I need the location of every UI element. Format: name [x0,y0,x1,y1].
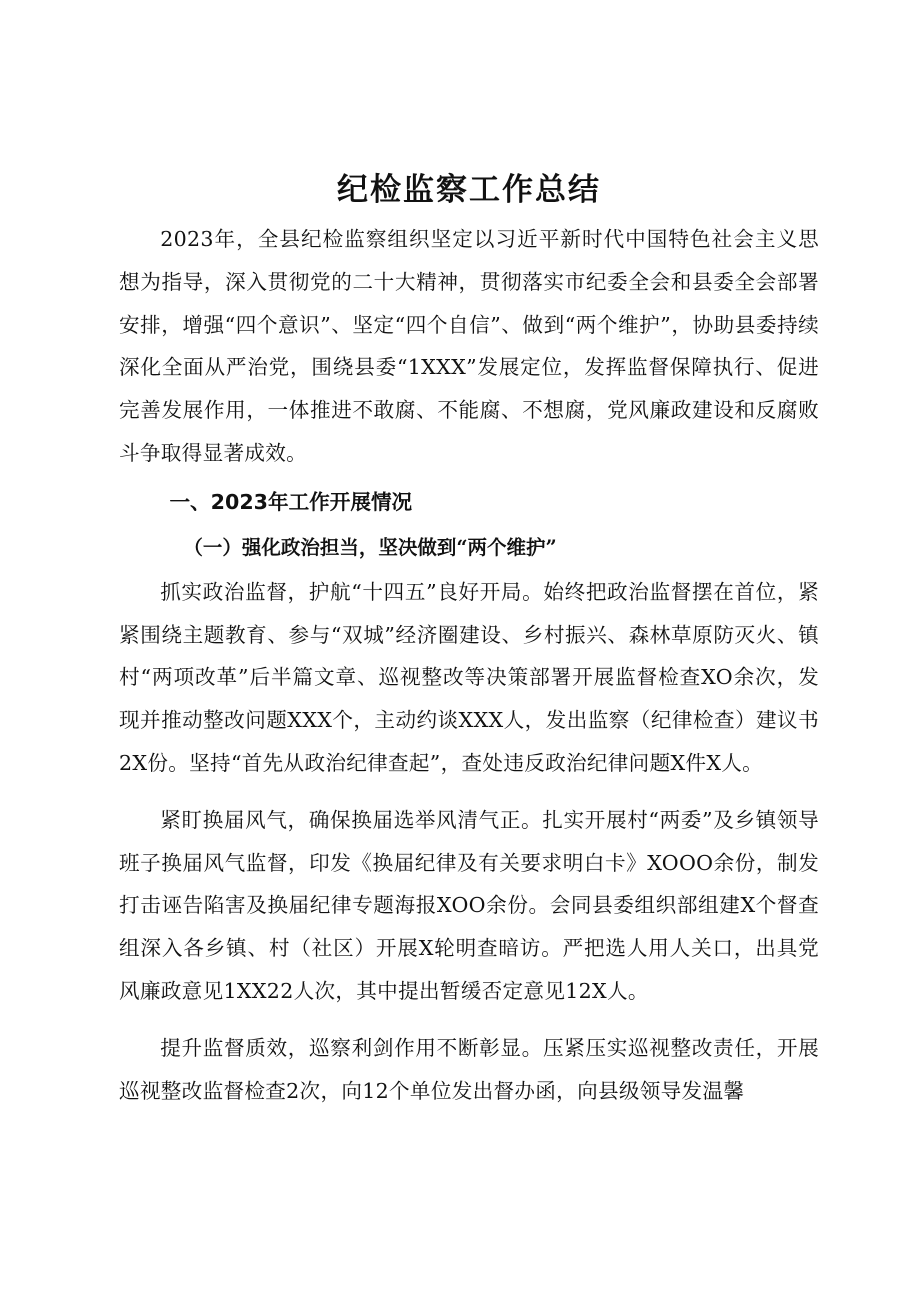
intro-paragraph: 2023年，全县纪检监察组织坚定以习近平新时代中国特色社会主义思想为指导，深入贯彻党的二十大精神，贯彻落实市纪委全会和县委全会部署安排，增强“四个意识”、坚定“四个自信”、做到“两个维护”，协助县委持续深化全面从严治党，围绕县委“1XXX”发展定位，发挥监督保障执行、促进完善发展作用，一体推进不敢腐、不能腐、不想腐，党风廉政建设和反腐败斗争取得显著成效。 [119,227,819,465]
section-heading: 一、2023年工作开展情况 [169,489,413,514]
subsection-heading: （一）强化政治担当，坚决做到“两个维护” [183,535,557,559]
document-title: 纪检监察工作总结 [337,172,601,208]
document-page [119,162,819,1112]
body-paragraph: 提升监督质效，巡察利剑作用不断彰显。压紧压实巡视整改责任，开展巡视整改监督检查2次，向12个单位发出督办函，向县级领导发温馨 [119,1035,819,1103]
body-paragraph: 紧盯换届风气，确保换届选举风清气正。扎实开展村“两委”及乡镇领导班子换届风气监督，印发《换届纪律及有关要求明白卡》XOOO余份，制发打击诬告陷害及换届纪律专题海报XOO余份。会同县委组织部组建X个督查组深入各乡镇、村（社区）开展X轮明查暗访。严把选人用人关口，出具党风廉政意见1XX22人次，其中提出暂缓否定意见12X人。 [119,807,819,1003]
body-paragraph: 抓实政治监督，护航“十四五”良好开局。始终把政治监督摆在首位，紧紧围绕主题教育、参与“双城”经济圈建设、乡村振兴、森林草原防灭火、镇村“两项改革”后半篇文章、巡视整改等决策部署开展监督检查XO余次，发现并推动整改问题XXX个，主动约谈XXX人，发出监察（纪律检查）建议书2X份。坚持“首先从政治纪律查起”，查处违反政治纪律问题X件X人。 [119,579,819,775]
